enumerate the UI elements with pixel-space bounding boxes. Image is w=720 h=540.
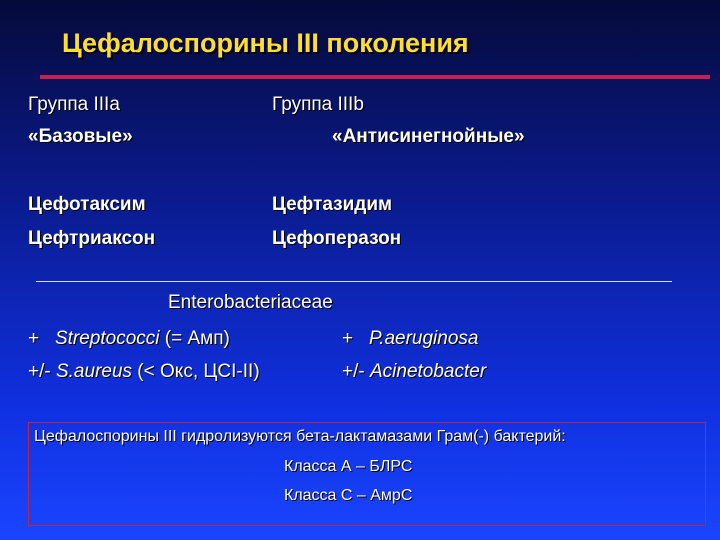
group-a-subtitle: «Базовые» xyxy=(28,126,133,147)
spectrum-a-row-2 xyxy=(28,361,260,383)
spectrum-sign: + xyxy=(28,328,40,349)
note-line-2: Класса А – БЛРС xyxy=(284,458,413,475)
note-line-1: Цефалоспорины III гидролизуются бета-лактамазами Грам(-) бактерий: xyxy=(34,428,566,445)
spectrum-a-row-1 xyxy=(28,328,230,350)
group-a-drug-1: Цефотаксим xyxy=(28,194,146,215)
group-a-heading: Группа IIIa xyxy=(28,94,120,115)
group-a-drug-2: Цефтриаксон xyxy=(28,228,156,249)
note-line-3: Класса С – АмрС xyxy=(284,487,413,504)
group-b-heading: Группа IIIb xyxy=(272,94,364,115)
title-underline xyxy=(40,75,710,79)
spectrum-sign: +/- xyxy=(342,361,365,382)
organism-name: Streptococci xyxy=(54,328,160,349)
spectrum-b-row-1 xyxy=(342,328,478,350)
group-b-drug-1: Цефтазидим xyxy=(272,194,393,215)
spectrum-common: Enterobacteriaceae xyxy=(168,292,333,313)
group-b-drug-2: Цефоперазон xyxy=(272,228,402,249)
spectrum-sign: + xyxy=(342,328,354,349)
spectrum-sign: +/- xyxy=(28,361,51,382)
section-divider xyxy=(36,281,672,282)
organism-name: Acinetobacter xyxy=(369,361,487,382)
organism-name: P.aeruginosa xyxy=(368,328,479,349)
spectrum-b-row-2 xyxy=(342,361,486,383)
organism-name: S.aureus xyxy=(55,361,133,382)
organism-note: (= Амп) xyxy=(159,328,230,349)
slide-title: Цефалоспорины III поколения xyxy=(62,28,469,58)
group-b-subtitle: «Антисинегнойные» xyxy=(332,126,525,147)
organism-note: (< Окс, ЦСI-II) xyxy=(132,361,260,382)
